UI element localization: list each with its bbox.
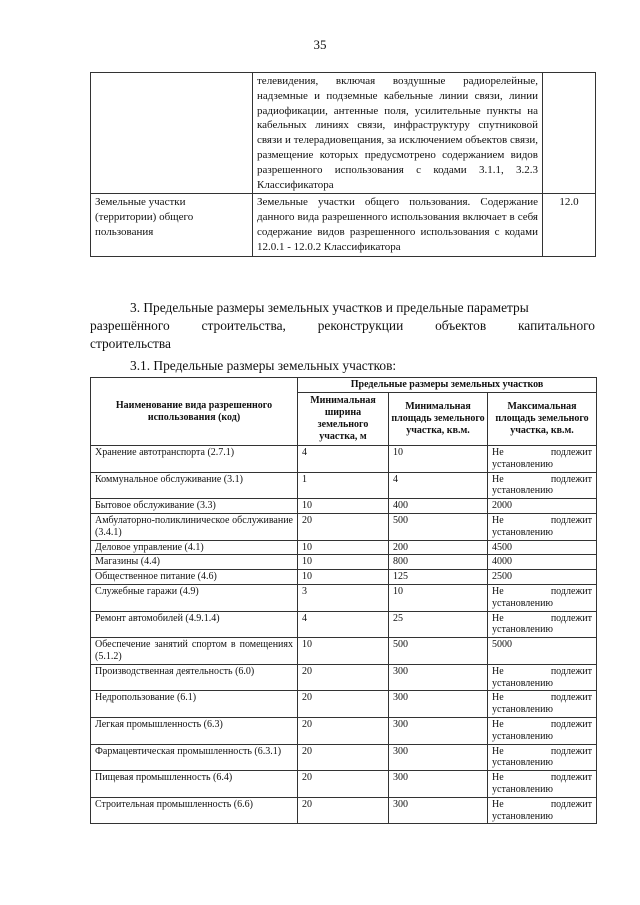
max-area-cell: Не подлежит установлению <box>488 513 597 540</box>
min-area-cell: 300 <box>389 717 488 744</box>
min-width-cell: 10 <box>298 540 389 555</box>
min-width-cell: 20 <box>298 664 389 691</box>
max-area-cell: 2000 <box>488 499 597 514</box>
min-width-cell: 4 <box>298 611 389 638</box>
min-area-cell: 300 <box>389 797 488 824</box>
table-row <box>91 73 596 194</box>
min-width-cell: 1 <box>298 472 389 499</box>
page-number: 35 <box>313 37 327 52</box>
min-area-cell: 4 <box>389 472 488 499</box>
table-row <box>91 611 597 638</box>
min-width-cell: 10 <box>298 638 389 665</box>
use-name-cell: Строительная промышленность (6.6) <box>91 797 298 824</box>
min-width-cell: 4 <box>298 446 389 473</box>
min-width-cell: 20 <box>298 513 389 540</box>
use-name-cell: Амбулаторно-поликлиническое обслуживание (3.4.1) <box>91 513 298 540</box>
section-3-line-2: разрешённого строительства, реконструкции объектов капитального <box>90 318 595 333</box>
min-width-cell: 10 <box>298 570 389 585</box>
min-width-cell: 20 <box>298 691 389 718</box>
max-area-cell: Не подлежит установлению <box>488 664 597 691</box>
max-area-cell: Не подлежит установлению <box>488 744 597 771</box>
max-area-cell: Не подлежит установлению <box>488 611 597 638</box>
min-area-cell: 10 <box>389 584 488 611</box>
use-description-cell: Земельные участки общего пользования. Содержание данного вида разрешенного использования включает в себя содержание видов разрешенного использования с кодами 12.0.1 - 12.0.2 Классификатора <box>253 194 543 256</box>
min-area-cell: 800 <box>389 555 488 570</box>
header-max-area: Максимальная площадь земельного участка, кв.м. <box>488 393 597 446</box>
use-name-cell: Общественное питание (4.6) <box>91 570 298 585</box>
min-width-cell: 20 <box>298 797 389 824</box>
header-size-limits: Предельные размеры земельных участков <box>298 378 597 393</box>
use-code-cell: 12.0 <box>543 194 596 256</box>
min-area-cell: 300 <box>389 771 488 798</box>
use-name-cell: Обеспечение занятий спортом в помещениях (5.1.2) <box>91 638 298 665</box>
min-area-cell: 500 <box>389 638 488 665</box>
use-name-cell: Магазины (4.4) <box>91 555 298 570</box>
land-plot-size-limits-table <box>90 377 597 824</box>
min-width-cell: 20 <box>298 717 389 744</box>
use-name-cell: Коммунальное обслуживание (3.1) <box>91 472 298 499</box>
table-row <box>91 744 597 771</box>
use-description-cell: телевидения, включая воздушные радиорелейные, надземные и подземные кабельные линии связи, линии радиофикации, антенные поля, усилительные пункты на кабельных линиях связи, инфраструктуру спутниковой связи и телерадиовещания, за исключением объектов связи, размещение которых предусмотрено содержанием видов разрешенного использования с кодами 3.1.1, 3.2.3 Классификатора <box>253 73 543 194</box>
max-area-cell: Не подлежит установлению <box>488 717 597 744</box>
use-name-cell: Хранение автотранспорта (2.7.1) <box>91 446 298 473</box>
header-min-width: Минимальная ширина земельного участка, м <box>298 393 389 446</box>
table-body <box>91 446 597 824</box>
use-name-cell: Фармацевтическая промышленность (6.3.1) <box>91 744 298 771</box>
table-row <box>91 472 597 499</box>
section-3-line-3: строительства <box>90 336 171 351</box>
min-width-cell: 10 <box>298 555 389 570</box>
table-row <box>91 446 597 473</box>
table-row <box>91 717 597 744</box>
use-name-cell: Производственная деятельность (6.0) <box>91 664 298 691</box>
min-width-cell: 20 <box>298 744 389 771</box>
min-area-cell: 400 <box>389 499 488 514</box>
max-area-cell: 4500 <box>488 540 597 555</box>
min-width-cell: 10 <box>298 499 389 514</box>
table-row <box>91 691 597 718</box>
section-3-line-1: 3. Предельные размеры земельных участков и предельные параметры <box>130 300 529 315</box>
use-name-cell: Деловое управление (4.1) <box>91 540 298 555</box>
table-row <box>91 570 597 585</box>
section-3-1-heading: 3.1. Предельные размеры земельных участков: <box>130 358 397 373</box>
use-name-cell: Служебные гаражи (4.9) <box>91 584 298 611</box>
land-use-description-table <box>90 72 596 257</box>
header-min-area: Минимальная площадь земельного участка, кв.м. <box>389 393 488 446</box>
table-row <box>91 771 597 798</box>
max-area-cell: Не подлежит установлению <box>488 446 597 473</box>
max-area-cell: Не подлежит установлению <box>488 797 597 824</box>
use-name-cell: Пищевая промышленность (6.4) <box>91 771 298 798</box>
table-row <box>91 584 597 611</box>
use-name-cell: Бытовое обслуживание (3.3) <box>91 499 298 514</box>
max-area-cell: Не подлежит установлению <box>488 691 597 718</box>
min-area-cell: 200 <box>389 540 488 555</box>
section-3-paragraph <box>90 299 595 353</box>
table-row <box>91 194 596 256</box>
use-name-cell: Земельные участки (территории) общего пользования <box>91 194 253 256</box>
table-row <box>91 555 597 570</box>
header-use-name: Наименование вида разрешенного использования (код) <box>91 378 298 446</box>
max-area-cell: 5000 <box>488 638 597 665</box>
table-row <box>91 664 597 691</box>
min-area-cell: 10 <box>389 446 488 473</box>
min-area-cell: 300 <box>389 691 488 718</box>
use-name-cell: Недропользование (6.1) <box>91 691 298 718</box>
max-area-cell: 2500 <box>488 570 597 585</box>
table-row <box>91 513 597 540</box>
table-row <box>91 540 597 555</box>
use-name-cell <box>91 73 253 194</box>
max-area-cell: Не подлежит установлению <box>488 472 597 499</box>
min-area-cell: 300 <box>389 664 488 691</box>
max-area-cell: 4000 <box>488 555 597 570</box>
table-row <box>91 638 597 665</box>
min-width-cell: 20 <box>298 771 389 798</box>
min-area-cell: 25 <box>389 611 488 638</box>
min-area-cell: 300 <box>389 744 488 771</box>
max-area-cell: Не подлежит установлению <box>488 584 597 611</box>
use-name-cell: Легкая промышленность (6.3) <box>91 717 298 744</box>
min-area-cell: 500 <box>389 513 488 540</box>
use-name-cell: Ремонт автомобилей (4.9.1.4) <box>91 611 298 638</box>
table-header-row <box>91 378 597 393</box>
table-row <box>91 797 597 824</box>
min-area-cell: 125 <box>389 570 488 585</box>
use-code-cell <box>543 73 596 194</box>
max-area-cell: Не подлежит установлению <box>488 771 597 798</box>
table-row <box>91 499 597 514</box>
min-width-cell: 3 <box>298 584 389 611</box>
